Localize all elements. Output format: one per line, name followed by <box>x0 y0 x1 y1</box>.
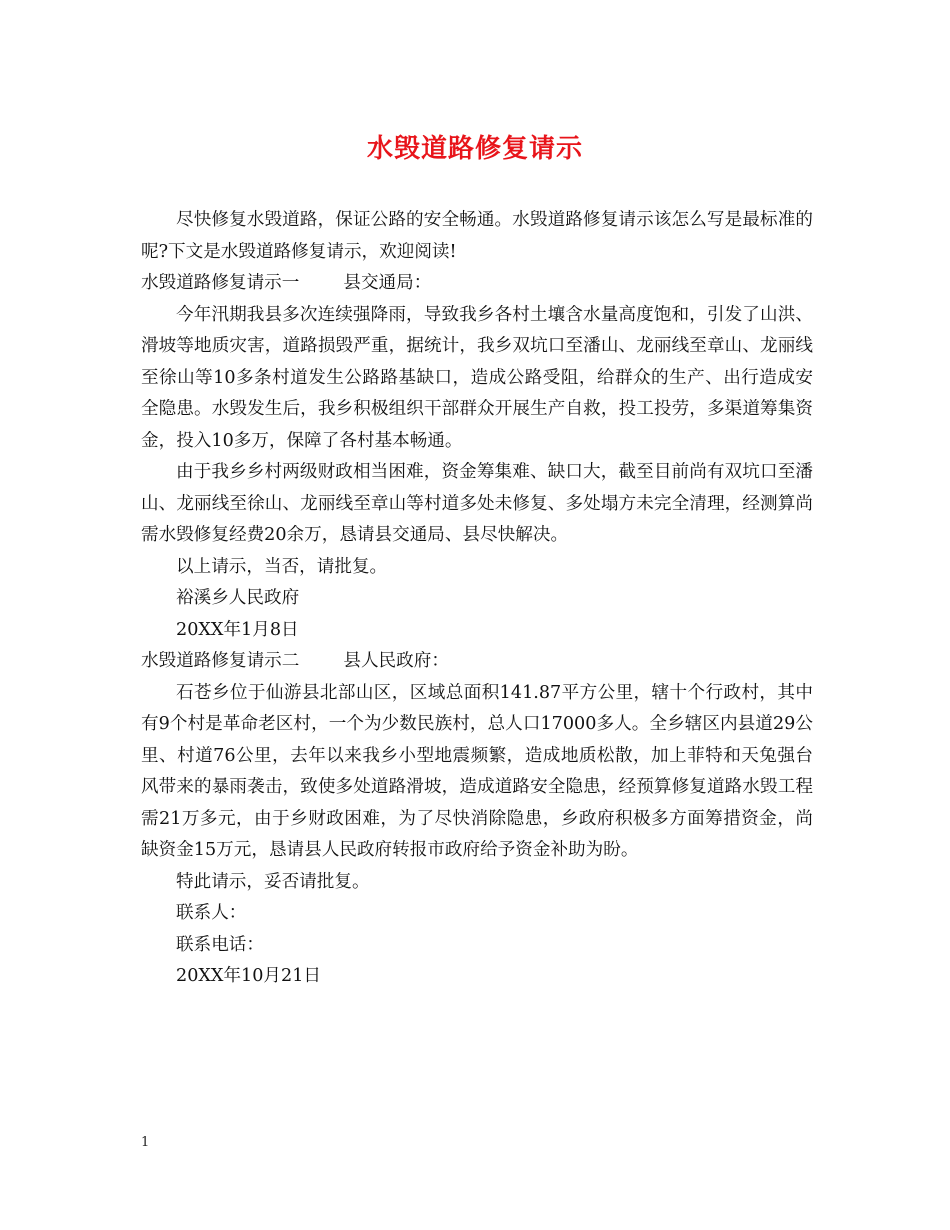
section-1-paragraph: 由于我乡乡村两级财政相当困难，资金筹集难、缺口大，截至目前尚有双坑口至潘山、龙丽线至徐山、龙丽线至章山等村道多处未修复、多处塌方未完全清理，经测算尚需水毁修复经费20余万，恳请县交通局、县尽快解决。 <box>141 462 813 545</box>
section-heading-1 <box>141 268 813 300</box>
section-1-addressee: 县交通局： <box>343 273 432 293</box>
section-1-label: 水毁道路修复请示一 <box>141 273 300 293</box>
document-title: 水毁道路修复请示 <box>366 134 583 164</box>
section-2-closing: 特此请示，妥否请批复。 <box>176 871 370 892</box>
section-2-contact-phone: 联系电话： <box>176 934 264 955</box>
intro-paragraph: 尽快修复水毁道路，保证公路的安全畅通。水毁道路修复请示该怎么写是最标准的呢?下文是水毁道路修复请示，欢迎阅读! <box>141 210 813 262</box>
section-2-contact-person: 联系人： <box>176 903 247 923</box>
section-1-date: 20XX年1月8日 <box>176 619 299 640</box>
section-2-addressee: 县人民政府： <box>343 651 449 671</box>
section-1-signatory: 裕溪乡人民政府 <box>176 588 300 608</box>
page-number: 1 <box>141 1135 150 1150</box>
section-1-paragraph: 今年汛期我县多次连续强降雨，导致我乡各村土壤含水量高度饱和，引发了山洪、滑坡等地质灾害，道路损毁严重，据统计，我乡双坑口至潘山、龙丽线至章山、龙丽线至徐山等10多条村道发生公路路基缺口，造成公路受阻，给群众的生产、出行造成安全隐患。水毁发生后，我乡积极组织干部群众开展生产自救，投工投劳，多渠道筹集资金，投入10多万，保障了各村基本畅通。 <box>141 304 813 451</box>
section-heading-2 <box>141 646 813 678</box>
document-body <box>141 205 813 993</box>
section-2-paragraph: 石苍乡位于仙游县北部山区，区域总面积141.87平方公里，辖十个行政村，其中有9个村是革命老区村，一个为少数民族村，总人口17000多人。全乡辖区内县道29公里、村道76公里，去年以来我乡小型地震频繁，造成地质松散，加上菲特和天兔强台风带来的暴雨袭击，致使多处道路滑坡，造成道路安全隐患，经预算修复道路水毁工程需21万多元，由于乡财政困难，为了尽快消除隐患，乡政府积极多方面筹措资金，尚缺资金15万元，恳请县人民政府转报市政府给予资金补助为盼。 <box>141 682 813 860</box>
section-1-closing: 以上请示，当否，请批复。 <box>176 556 388 577</box>
section-2-date: 20XX年10月21日 <box>176 966 321 986</box>
section-2-label: 水毁道路修复请示二 <box>141 651 300 671</box>
